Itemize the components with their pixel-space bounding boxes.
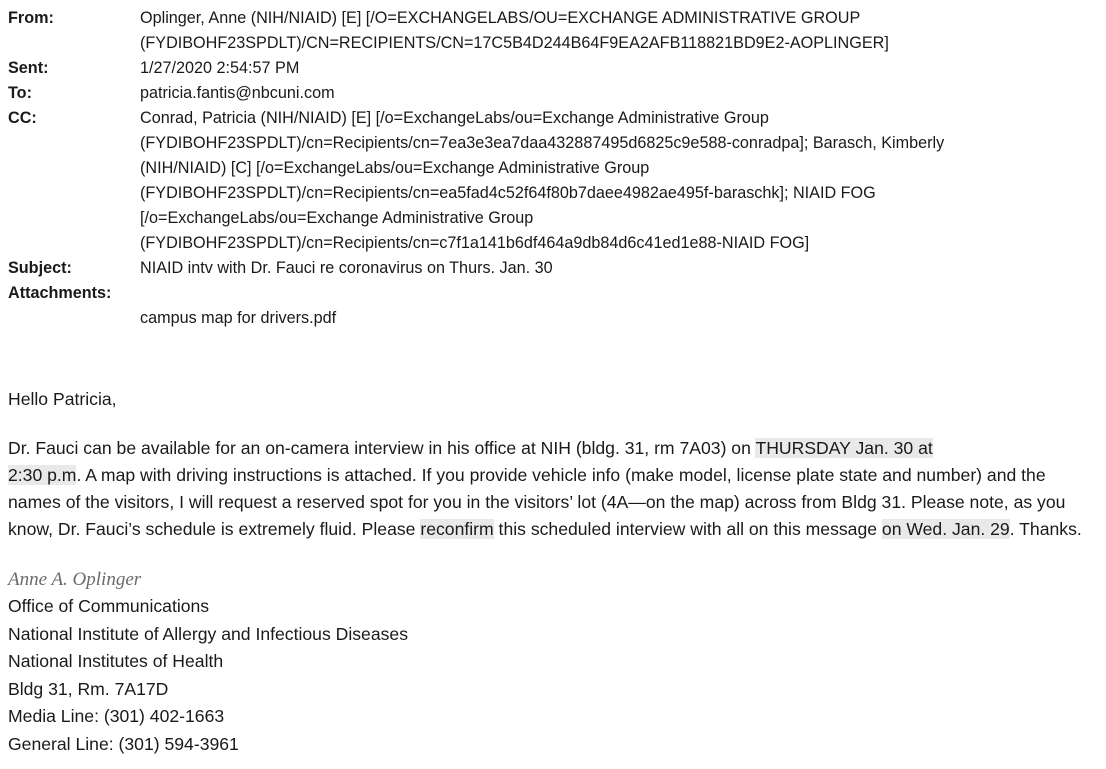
subject-value: NIAID intv with Dr. Fauci re coronavirus on Thurs. Jan. 30 <box>140 259 553 277</box>
signature-building: Bldg 31, Rm. 7A17D <box>8 678 169 699</box>
attachment-filename[interactable]: campus map for drivers.pdf <box>140 309 337 327</box>
subject-row <box>8 256 1100 281</box>
highlight-time: 2:30 p.m <box>8 465 77 485</box>
signature-media-line: Media Line: (301) 402-1663 <box>8 706 225 726</box>
signature-general-line: General Line: (301) 594-3961 <box>8 733 239 754</box>
signature-office: Office of Communications <box>8 596 210 616</box>
attachment-file[interactable] <box>140 281 1100 331</box>
email-document <box>8 6 1100 758</box>
attachments-label: Attachments: <box>8 284 112 302</box>
signature-name: Anne A. Oplinger <box>8 569 142 590</box>
sent-row <box>8 56 1100 81</box>
to-label: To: <box>8 84 32 102</box>
para-text-3: this scheduled interview with all on this message <box>493 519 882 539</box>
cc-label: CC: <box>8 109 37 127</box>
highlight-date: THURSDAY Jan. 30 at <box>755 438 933 458</box>
sent-value: 1/27/2020 2:54:57 PM <box>140 59 300 77</box>
cc-value: Conrad, Patricia (NIH/NIAID) [E] [/o=ExchangeLabs/ou=Exchange Administrative Group (FYDIBOHF23SPDLT)/cn=Recipients/cn=7ea3e3ea7daa432887495d6825c9e588-conradpa]; Barasch, Kimberly (NIH/NIAID) [C] [/o=ExchangeLabs/ou=Exchange Administrative Group (FYDIBOHF23SPDLT)/cn=Recipients/cn=ea5fad4c52f64f80b7daee4982ae495f-baraschk]; NIAID FOG [/o=ExchangeLabs/ou=Exchange Administrative Group (FYDIBOHF23SPDLT)/cn=Recipients/cn=c7f1a141b6df464a9db84d6c41ed1e88-NIAID FOG] <box>140 109 945 252</box>
signature-nih: National Institutes of Health <box>8 651 224 671</box>
to-value: patricia.fantis@nbcuni.com <box>140 84 335 102</box>
signature-block <box>8 593 1100 758</box>
highlight-reconfirm: reconfirm <box>420 519 494 539</box>
from-value: Oplinger, Anne (NIH/NIAID) [E] [/O=EXCHANGELABS/OU=EXCHANGE ADMINISTRATIVE GROUP (FYDIBOHF23SPDLT)/CN=RECIPIENTS/CN=17C5B4D244B64F9EA2AFB118821BD9E2-AOPLINGER] <box>140 9 889 52</box>
email-header <box>8 6 1100 331</box>
to-row <box>8 81 1100 106</box>
message-paragraph <box>8 435 1100 543</box>
para-text-4: . Thanks. <box>1009 519 1082 539</box>
subject-label: Subject: <box>8 259 72 277</box>
from-label: From: <box>8 9 54 27</box>
para-text-2: . A map with driving instructions is attached. If you provide vehicle info (make model, license plate state and number) and the names of the visitors, I will request a reserved spot for you in the visitors’ lot (4A—on the map) across from Bldg 31. Please note, as you know, Dr. Fauci’s schedule is extremely fluid. Please <box>8 465 1066 539</box>
highlight-wed: on Wed. Jan. 29 <box>881 519 1010 539</box>
attachments-row <box>8 281 1100 331</box>
para-text-1: Dr. Fauci can be available for an on-camera interview in his office at NIH (bldg. 31, rm 7A03) on <box>8 438 756 458</box>
signature-institute: National Institute of Allergy and Infectious Diseases <box>8 623 408 644</box>
greeting: Hello Patricia, <box>8 389 117 409</box>
sent-label: Sent: <box>8 59 49 77</box>
cc-row <box>8 106 1100 256</box>
from-row <box>8 6 1100 56</box>
